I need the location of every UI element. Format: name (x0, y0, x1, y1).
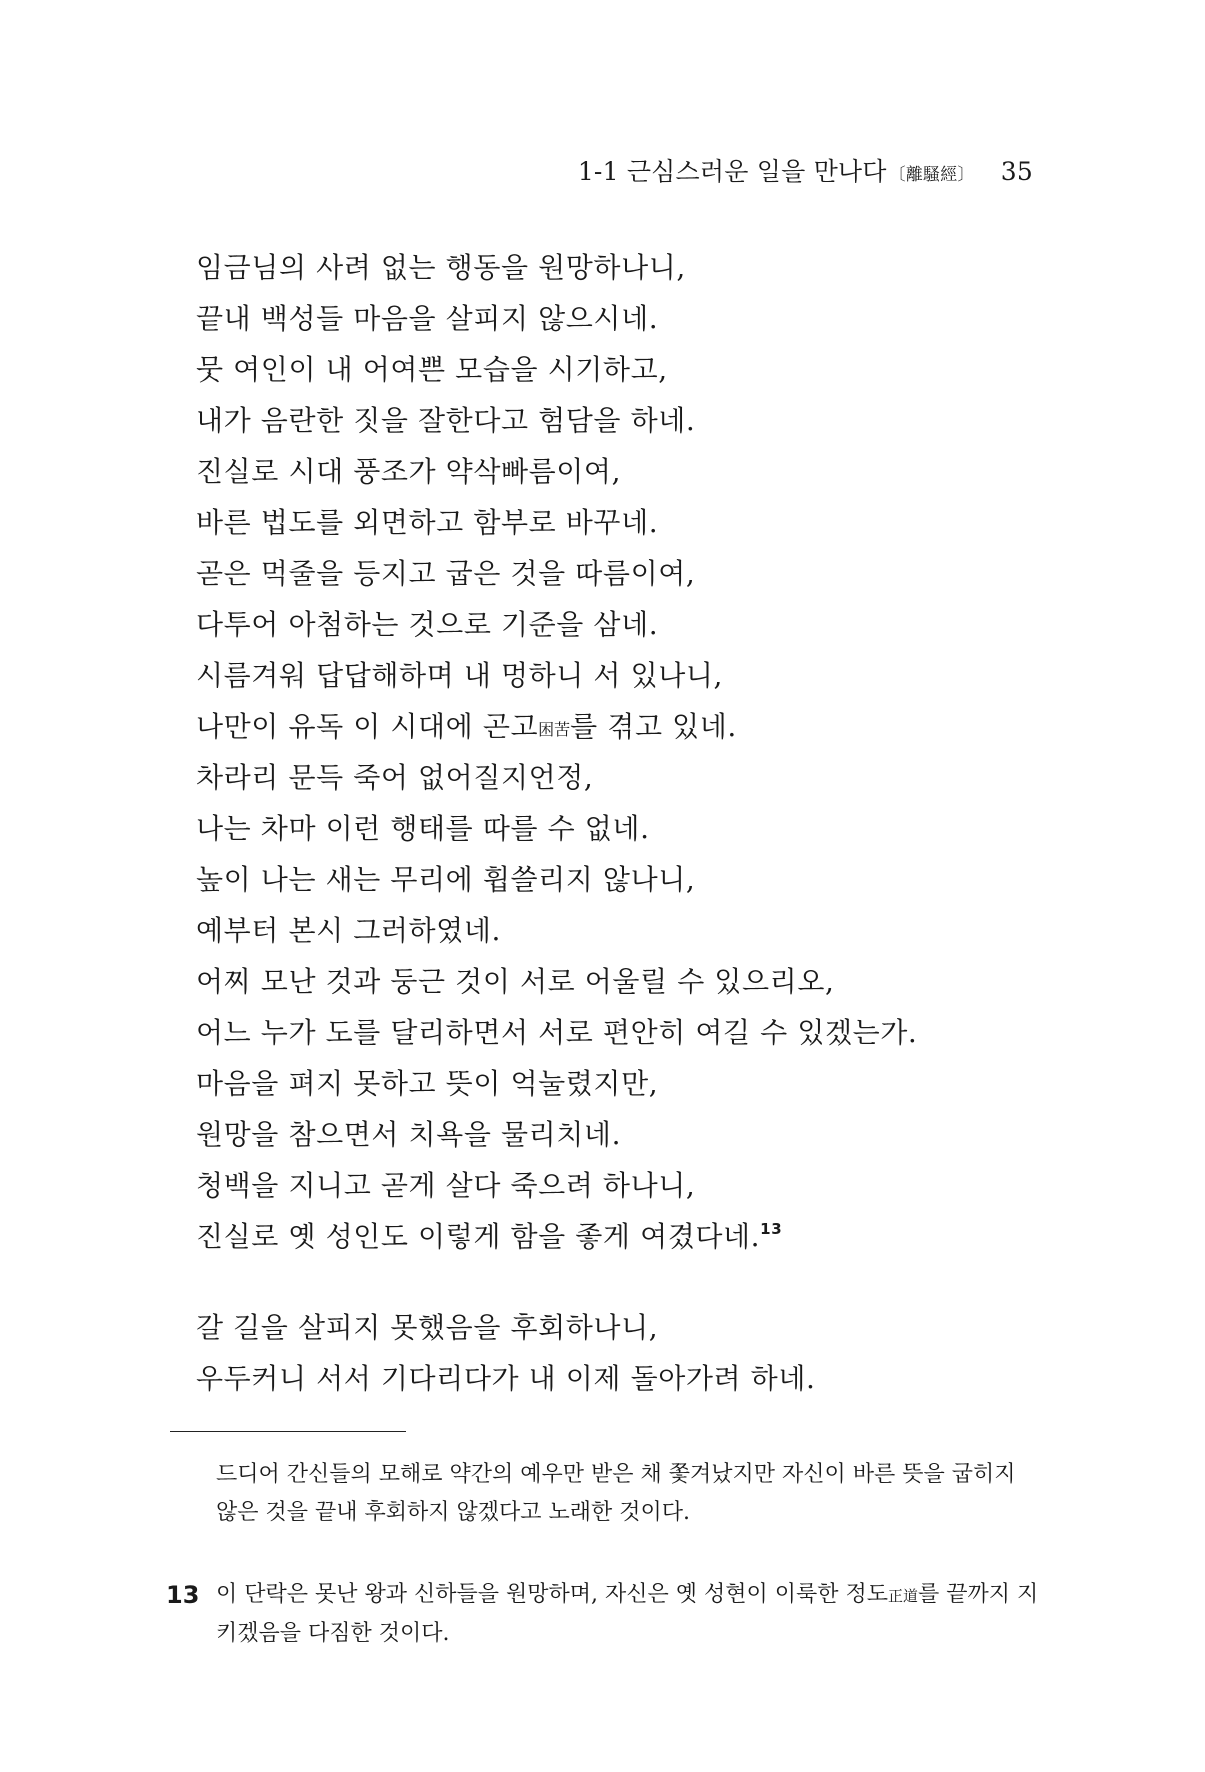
poem-line: 임금님의 사려 없는 행동을 원망하나니, (196, 251, 686, 284)
poem-line: 원망을 참으면서 치욕을 물리치네. (196, 1118, 622, 1151)
poem-line-with-gloss (196, 701, 1076, 752)
source-title: 〔離騷經〕 (888, 165, 975, 185)
poem-line: 청백을 지니고 곧게 살다 죽으려 하나니, (196, 1169, 696, 1202)
poem-line: 마음을 펴지 못하고 뜻이 억눌렸지만, (196, 1067, 659, 1100)
poem-stanza-1 (196, 242, 1076, 1262)
hanja-gloss: 困苦 (538, 720, 571, 739)
running-header (578, 152, 1033, 188)
poem-line: 진실로 시대 풍조가 약삭빠름이여, (196, 455, 622, 488)
summary-note-text: 드디어 간신들의 모해로 약간의 예우만 받은 채 쫓겨났지만 자신이 바른 뜻을 굽히지 않은 것을 끝내 후회하지 않겠다고 노래한 것이다. (216, 1462, 1016, 1525)
poem-line: 갈 길을 살피지 못했음을 후회하나니, (196, 1311, 659, 1344)
footnote-text-part: 이 단락은 못난 왕과 신하들을 원망하며, 자신은 옛 성현이 이룩한 정도 (216, 1582, 888, 1607)
poem-line: 내가 음란한 짓을 잘한다고 험담을 하네. (196, 404, 696, 437)
poem-line: 바른 법도를 외면하고 함부로 바꾸네. (196, 506, 659, 539)
poem-line: 곧은 먹줄을 등지고 굽은 것을 따름이여, (196, 557, 696, 590)
footnote-text-part: 를 끝까지 지키겠음을 다짐한 것이다. (216, 1582, 1039, 1646)
poem-line: 어찌 모난 것과 둥근 것이 서로 어울릴 수 있으리오, (196, 965, 835, 998)
poem-line: 다투어 아첨하는 것으로 기준을 삼네. (196, 608, 659, 641)
line-text: 나만이 유독 이 시대에 곤고 (196, 710, 539, 743)
page-number: 35 (1000, 157, 1033, 186)
section-number: 1-1 (577, 157, 619, 186)
chapter-title: 근심스러운 일을 만나다 (626, 157, 887, 186)
line-text: 진실로 옛 성인도 이렇게 함을 좋게 여겼다네. (196, 1220, 761, 1253)
poem-line: 나는 차마 이런 행태를 따를 수 없네. (196, 812, 650, 845)
poem-line: 높이 나는 새는 무리에 휩쓸리지 않나니, (196, 863, 696, 896)
hanja-gloss: 正道 (887, 1587, 918, 1605)
poem-stanza-2 (196, 1302, 1076, 1404)
poem-line: 차라리 문득 죽어 없어질지언정, (196, 761, 594, 794)
summary-note (170, 1456, 1040, 1532)
poem-line: 뭇 여인이 내 어여쁜 모습을 시기하고, (196, 353, 668, 386)
footnote-ref-13[interactable]: 13 (760, 1220, 783, 1238)
footnote-divider (170, 1431, 406, 1432)
poem-line: 우두커니 서서 기다리다가 내 이제 돌아가려 하네. (196, 1362, 816, 1395)
footnote-number: 13 (166, 1581, 200, 1609)
poem-line: 어느 누가 도를 달리하면서 서로 편안히 여길 수 있겠는가. (196, 1016, 918, 1049)
poem-line-with-note (196, 1211, 1076, 1262)
line-text: 를 겪고 있네. (570, 710, 737, 743)
footnote-text (216, 1576, 1040, 1653)
poem-line: 끝내 백성들 마음을 살피지 않으시네. (196, 302, 659, 335)
poem-line: 시름겨워 답답해하며 내 멍하니 서 있나니, (196, 659, 724, 692)
footnote-13 (166, 1576, 1040, 1653)
poem-line: 예부터 본시 그러하였네. (196, 914, 501, 947)
